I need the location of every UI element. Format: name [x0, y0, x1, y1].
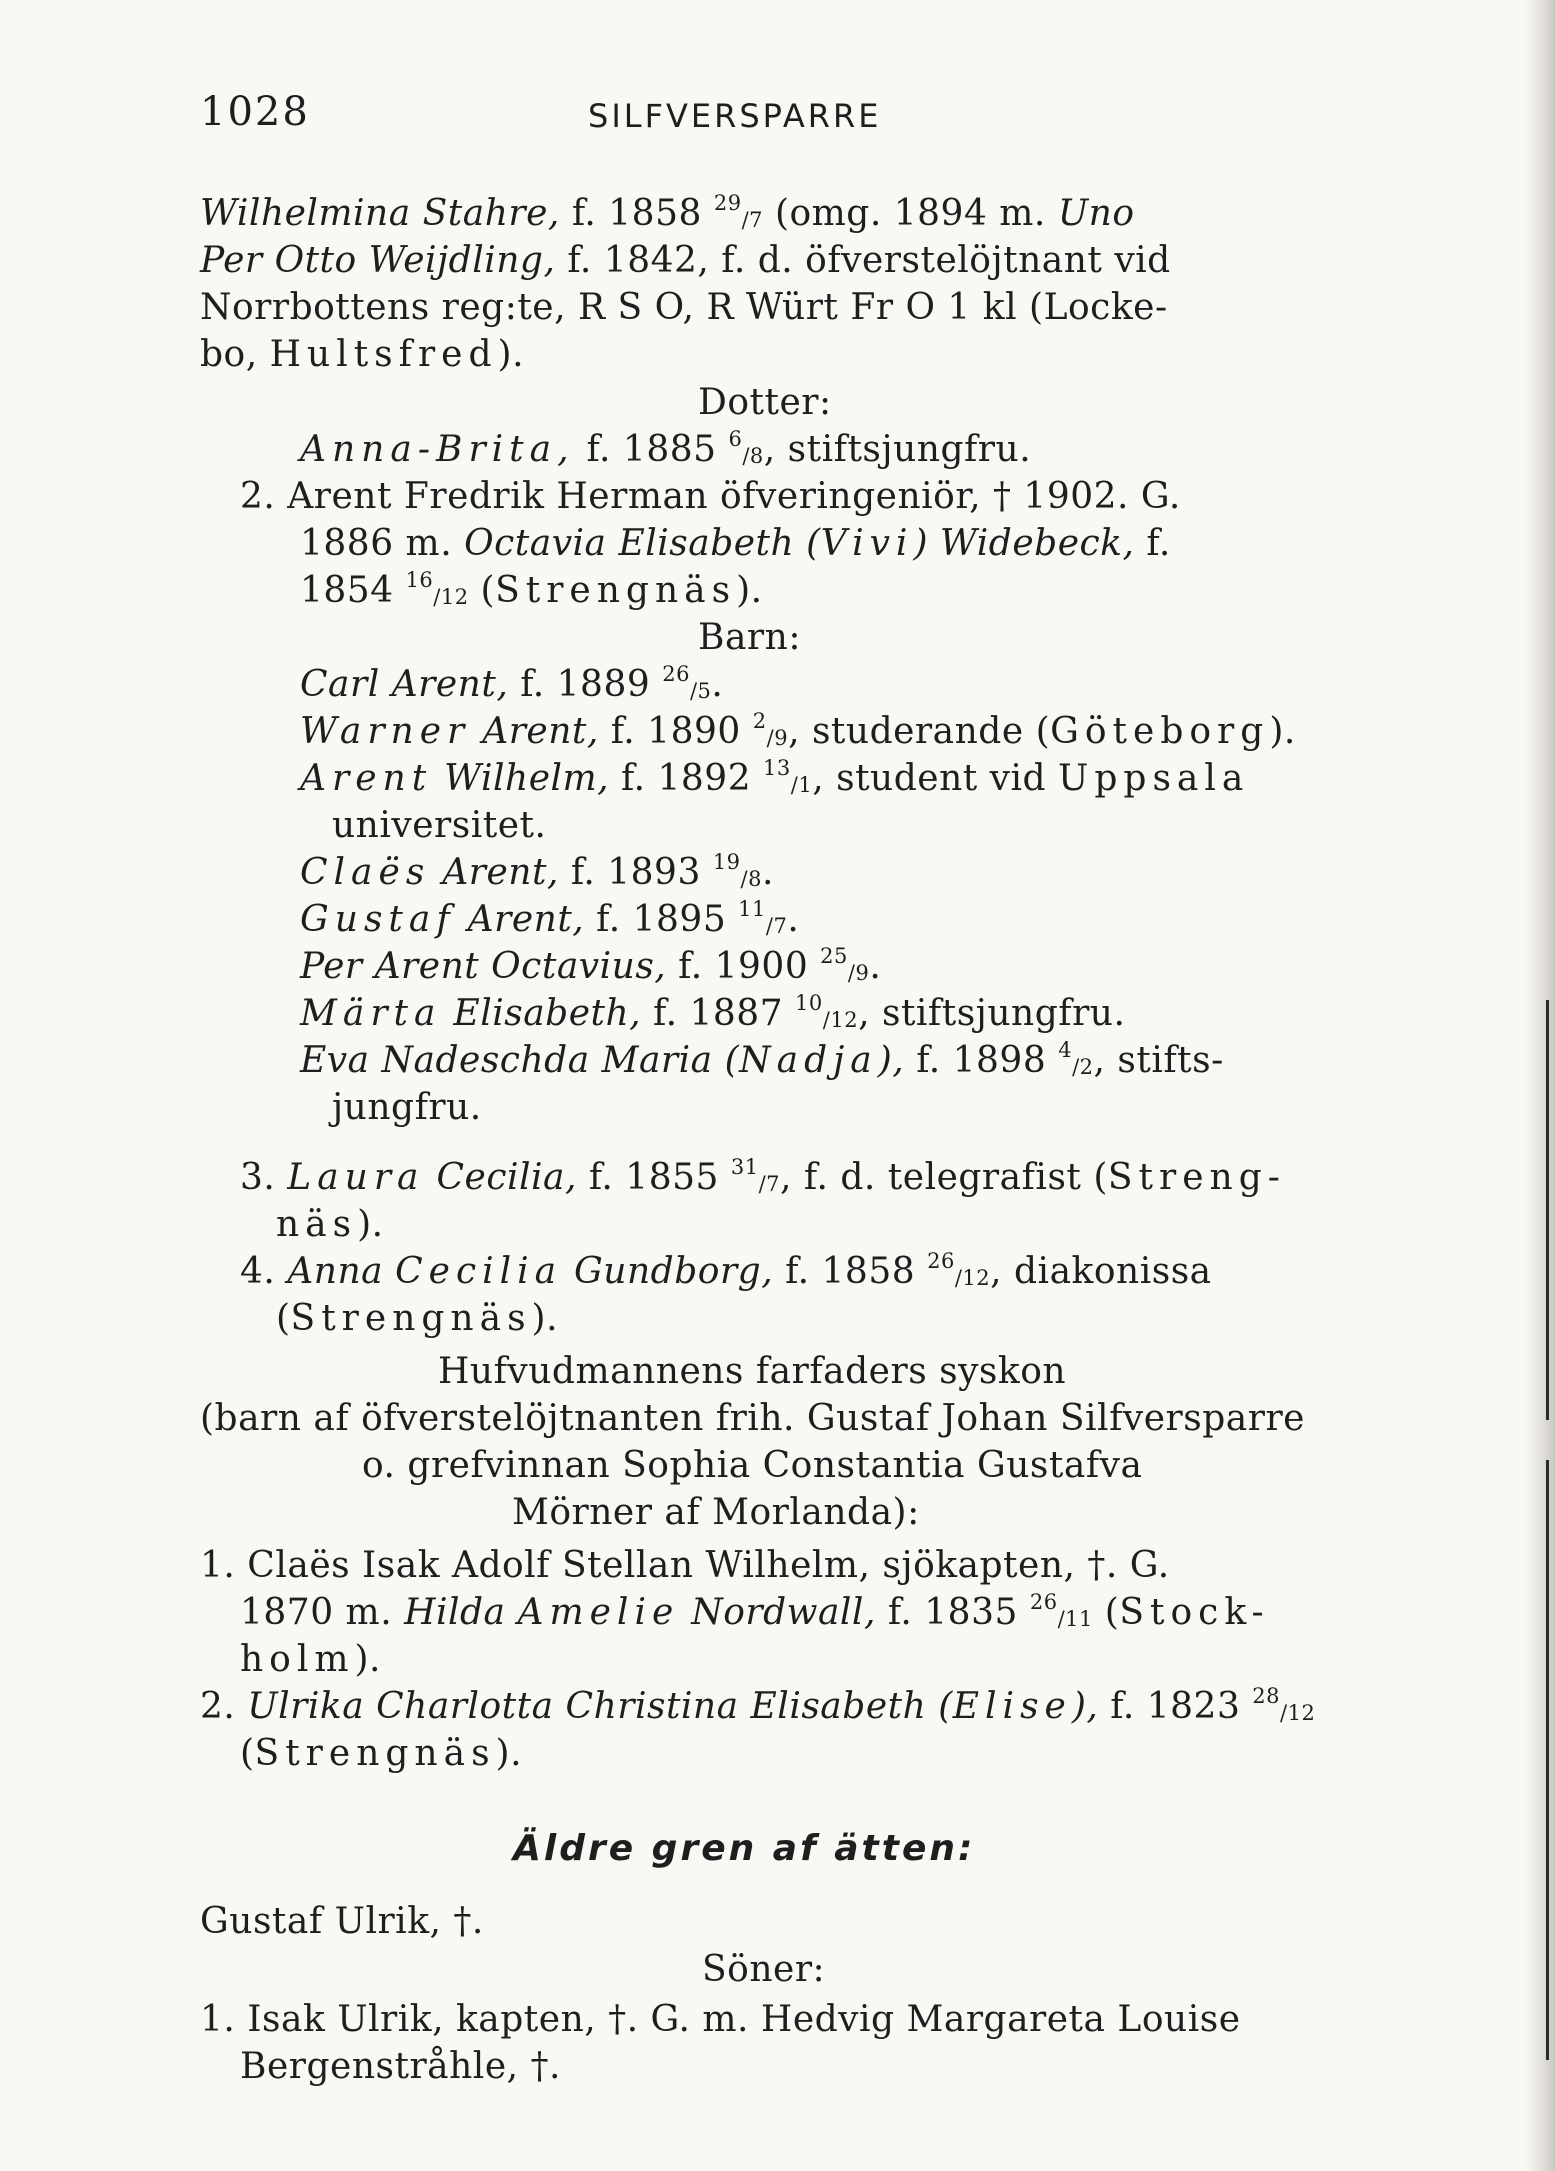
- place-name: Uppsala: [1058, 758, 1250, 799]
- text-span: f. 1893: [558, 852, 713, 893]
- person-name: Nordwall,: [679, 1592, 876, 1633]
- text-span: Gustaf Ulrik, †.: [200, 1901, 484, 1942]
- text-span: f. 1823: [1098, 1686, 1253, 1727]
- text-line: [512, 1493, 920, 1533]
- person-name: Arent,: [470, 711, 599, 752]
- page-edge-line: [1546, 1460, 1549, 2060]
- text-span: 2. Arent Fredrik Herman öfveringeniör, † 1902. G.: [240, 476, 1181, 517]
- text-span: .: [761, 852, 774, 893]
- page-edge-shadow: [1525, 0, 1555, 2171]
- text-span: Barn:: [698, 617, 801, 658]
- date-month: /7: [741, 208, 763, 232]
- person-name: Arent: [300, 758, 433, 799]
- person-name: Arent,: [455, 899, 585, 940]
- person-name: ),: [877, 1040, 905, 1081]
- person-name: Eva Nadeschda Maria (: [300, 1040, 740, 1081]
- text-span: .: [711, 664, 724, 705]
- person-name: Gustaf: [300, 899, 456, 940]
- text-span: f. 1855: [576, 1157, 731, 1198]
- text-span: 1886 m.: [300, 523, 465, 564]
- date-day: 2: [752, 709, 767, 733]
- person-name: Wilhelm,: [432, 758, 610, 799]
- person-name: Gundborg,: [562, 1251, 774, 1292]
- person-name: Per Arent Octavius,: [300, 946, 667, 987]
- date-month: /9: [847, 961, 870, 985]
- person-nickname: Elise: [952, 1686, 1072, 1727]
- subheading: [438, 1352, 1066, 1392]
- text-line: [240, 1249, 1212, 1292]
- place-name: Streng-: [1107, 1157, 1286, 1198]
- text-span: , diakonissa: [990, 1251, 1212, 1292]
- person-nickname: Vivi: [820, 523, 914, 564]
- text-span: f. 1892: [609, 758, 764, 799]
- place-name: näs: [276, 1204, 358, 1245]
- date-month: /11: [1057, 1607, 1093, 1631]
- text-span: , f. d. telegrafist (: [780, 1157, 1108, 1198]
- text-span: universitet.: [332, 805, 547, 846]
- text-line: [200, 241, 1171, 281]
- person-name: ) Widebeck,: [913, 523, 1135, 564]
- text-line: [300, 756, 1250, 799]
- text-line: [300, 662, 724, 705]
- text-line: [200, 1399, 1305, 1439]
- text-line: [200, 288, 1168, 328]
- text-line: [240, 1155, 1286, 1198]
- person-name: Wilhelmina Stahre,: [200, 193, 560, 234]
- person-nickname: Nadja: [739, 1040, 878, 1081]
- date-day: 25: [820, 944, 848, 968]
- text-line: [300, 991, 1126, 1034]
- text-span: 3.: [240, 1157, 288, 1198]
- text-span: ).: [495, 1733, 523, 1774]
- text-span: 1870 m.: [240, 1592, 405, 1633]
- date-month: /1: [790, 773, 813, 797]
- person-name: Laura: [287, 1157, 425, 1198]
- text-line: [276, 1299, 558, 1339]
- text-span: (: [240, 1733, 255, 1774]
- place-name: Hultsfred: [269, 334, 498, 375]
- text-span: , stiftsjungfru.: [858, 993, 1126, 1034]
- text-span: , student vid: [812, 758, 1059, 799]
- date-day: 26: [927, 1249, 955, 1273]
- date-day: 31: [730, 1155, 759, 1179]
- text-span: bo,: [200, 334, 270, 375]
- person-name: Arent,: [430, 852, 559, 893]
- text-span: ).: [531, 1298, 559, 1339]
- place-name: Strengnäs: [495, 570, 737, 611]
- text-span: (barn af öfverstelöjtnanten frih. Gustaf Johan Silfversparre: [200, 1398, 1305, 1439]
- date-day: 16: [405, 568, 434, 592]
- person-name: Per Otto Weijdling,: [200, 240, 556, 281]
- text-line: [300, 568, 763, 611]
- date-day: 26: [662, 662, 690, 686]
- date-month: /8: [742, 444, 764, 468]
- date-month: /7: [765, 914, 788, 938]
- person-name: Hilda: [404, 1592, 506, 1633]
- section-heading: Äldre gren af ätten:: [513, 1828, 976, 1869]
- person-name: Octavia Elisabeth (: [464, 523, 821, 564]
- text-span: Hufvudmannens farfaders syskon: [438, 1351, 1067, 1392]
- text-line: [332, 1088, 482, 1128]
- page-edge-line: [1546, 1000, 1549, 1420]
- text-span: 4.: [240, 1251, 288, 1292]
- text-span: , studerande (: [788, 711, 1051, 752]
- text-span: 2.: [200, 1686, 248, 1727]
- text-span: f. 1858: [559, 193, 714, 234]
- text-span: 1. Isak Ulrik, kapten, †. G. m. Hedvig Margareta Louise: [200, 1999, 1241, 2040]
- person-name: Märta: [300, 993, 442, 1034]
- subheading: [702, 1950, 825, 1990]
- text-span: (: [468, 570, 496, 611]
- text-line: [300, 709, 1296, 752]
- person-name: Cecilia: [395, 1251, 563, 1292]
- text-line: [240, 1734, 522, 1774]
- subheading: [698, 618, 801, 658]
- text-line: [200, 335, 524, 375]
- person-name: Cecilia,: [424, 1157, 577, 1198]
- text-line: [240, 1640, 381, 1680]
- text-span: ).: [357, 1204, 384, 1245]
- text-line: [200, 1546, 1170, 1586]
- text-line: [240, 477, 1181, 517]
- text-span: f. 1835: [875, 1592, 1030, 1633]
- person-name: Ulrika Charlotta Christina Elisabeth (: [247, 1686, 953, 1727]
- text-line: [300, 1038, 1224, 1081]
- text-span: f. 1898: [904, 1040, 1059, 1081]
- date-month: /5: [689, 679, 712, 703]
- place-name: Göteborg: [1050, 711, 1270, 752]
- text-span: Dotter:: [698, 382, 832, 423]
- date-day: 19: [712, 850, 741, 874]
- person-name: Warner: [300, 711, 471, 752]
- date-month: /12: [433, 585, 469, 609]
- date-day: 13: [763, 756, 791, 780]
- date-day: 28: [1252, 1684, 1281, 1708]
- date-month: /7: [758, 1172, 781, 1196]
- date-month: /2: [1072, 1055, 1094, 1079]
- text-span: ).: [354, 1639, 382, 1680]
- text-span: f. 1890: [598, 711, 753, 752]
- place-name: Stock-: [1119, 1592, 1270, 1633]
- place-name: Strengnäs: [254, 1733, 496, 1774]
- text-span: 1. Claës Isak Adolf Stellan Wilhelm, sjökapten, †. G.: [200, 1545, 1170, 1586]
- text-line: [300, 897, 800, 940]
- person-name: Anna-Brita,: [300, 429, 575, 470]
- text-span: (omg. 1894 m.: [763, 193, 1058, 234]
- running-title: SILFVERSPARRE: [588, 97, 882, 135]
- text-span: ).: [1269, 711, 1296, 752]
- text-line: [300, 427, 1032, 470]
- text-span: [383, 1251, 395, 1292]
- date-month: /12: [822, 1008, 859, 1032]
- date-month: /9: [766, 726, 789, 750]
- text-span: ).: [736, 570, 763, 611]
- text-span: Söner:: [702, 1949, 826, 1990]
- text-span: Bergenstråhle, †.: [240, 2046, 561, 2087]
- person-name: Claës: [300, 852, 431, 893]
- person-name: Carl Arent,: [300, 664, 509, 705]
- date-day: 10: [795, 991, 823, 1015]
- date-day: 26: [1029, 1590, 1058, 1614]
- text-span: f. 1842, f. d. öfverstelöjtnant vid: [555, 240, 1171, 281]
- text-span: f. 1889: [508, 664, 663, 705]
- date-month: /8: [740, 867, 762, 891]
- text-line: [200, 1902, 484, 1942]
- text-line: [200, 191, 1135, 234]
- page-number: 1028: [200, 89, 310, 135]
- text-line: [362, 1446, 1142, 1486]
- person-name: Amelie: [517, 1592, 680, 1633]
- date-day: 29: [713, 191, 742, 215]
- text-line: [332, 806, 546, 846]
- text-span: f. 1885: [574, 429, 729, 470]
- date-month: /12: [954, 1266, 991, 1290]
- date-day: 6: [728, 427, 743, 451]
- text-span: jungfru.: [332, 1087, 482, 1128]
- text-span: f.: [1134, 523, 1171, 564]
- text-span: f. 1887: [641, 993, 796, 1034]
- text-span: 1854: [300, 570, 406, 611]
- text-span: , stiftsjungfru.: [763, 429, 1032, 470]
- text-span: [506, 1592, 518, 1633]
- text-line: [276, 1205, 384, 1245]
- person-name: Uno: [1057, 193, 1135, 234]
- text-line: [200, 1684, 1316, 1727]
- person-name: ),: [1071, 1686, 1099, 1727]
- text-span: .: [787, 899, 800, 940]
- text-span: ).: [497, 334, 525, 375]
- place-name: Strengnäs: [290, 1298, 532, 1339]
- text-line: [300, 944, 882, 987]
- text-span: Mörner af Morlanda):: [512, 1492, 920, 1533]
- text-line: [240, 1590, 1270, 1633]
- place-name: holm: [240, 1639, 355, 1680]
- text-span: o. grefvinnan Sophia Constantia Gustafva: [362, 1445, 1143, 1486]
- date-day: 11: [738, 897, 766, 921]
- text-span: (: [1092, 1592, 1120, 1633]
- text-span: f. 1895: [584, 899, 739, 940]
- text-span: Norrbottens reg:te, R S O, R Würt Fr O 1 kl (Locke-: [200, 287, 1168, 328]
- text-line: [300, 850, 774, 893]
- text-span: f. 1900: [666, 946, 821, 987]
- text-line: [300, 524, 1171, 564]
- date-day: 4: [1058, 1038, 1073, 1062]
- text-span: (: [276, 1298, 291, 1339]
- subheading: [698, 383, 832, 423]
- text-span: f. 1858: [773, 1251, 928, 1292]
- text-line: [240, 2047, 561, 2087]
- person-name: Anna: [287, 1251, 384, 1292]
- person-name: Elisabeth,: [441, 993, 642, 1034]
- text-line: [200, 2000, 1241, 2040]
- text-span: , stifts-: [1093, 1040, 1224, 1081]
- text-span: .: [869, 946, 882, 987]
- date-month: /12: [1280, 1701, 1316, 1725]
